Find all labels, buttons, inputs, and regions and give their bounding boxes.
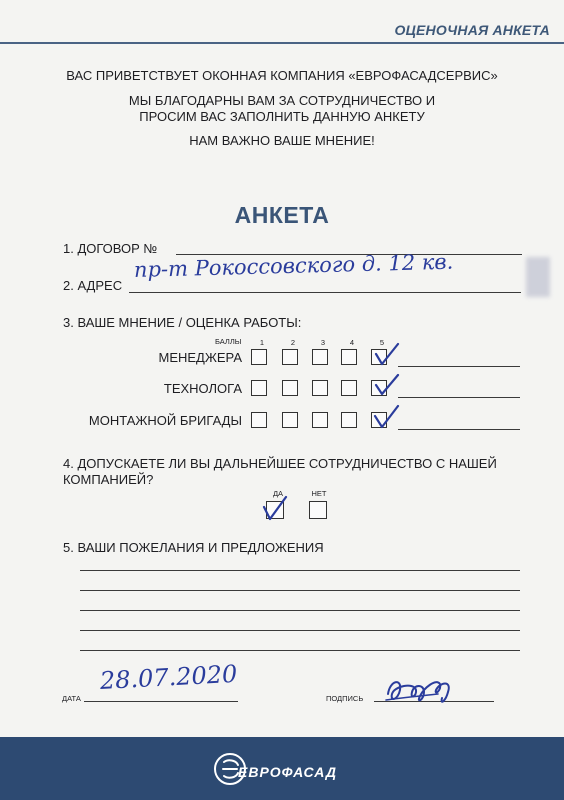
handwritten-signature-icon — [380, 672, 470, 708]
cooperation-question-line2: КОМПАНИЕЙ? — [63, 472, 154, 487]
score-scale-label: БАЛЛЫ — [215, 337, 242, 346]
cooperation-question-line1: 4. ДОПУСКАЕТЕ ЛИ ВЫ ДАЛЬНЕЙШЕЕ СОТРУДНИЧЕСТВО С НАШЕЙ — [63, 456, 497, 471]
address-label: 2. АДРЕС — [63, 278, 123, 293]
rating-row-label-technologist: ТЕХНОЛОГА — [163, 381, 242, 396]
manager-score-2-checkbox[interactable] — [282, 349, 298, 365]
manager-score-3-checkbox[interactable] — [312, 349, 328, 365]
manager-comment-line[interactable] — [398, 366, 520, 367]
score-header-3: 3 — [320, 338, 326, 347]
installers-score-3-checkbox[interactable] — [312, 412, 328, 428]
form-title: АНКЕТА — [234, 202, 330, 228]
no-label: НЕТ — [311, 489, 327, 498]
technologist-score-5-checkmark-icon — [372, 370, 402, 398]
suggestions-line-2[interactable] — [80, 590, 520, 591]
installers-score-4-checkbox[interactable] — [341, 412, 357, 428]
score-header-2: 2 — [290, 338, 296, 347]
no-checkbox[interactable] — [309, 501, 327, 519]
footer-band — [0, 737, 564, 800]
score-header-1: 1 — [259, 338, 265, 347]
yes-checkmark-icon — [258, 494, 290, 524]
header-divider — [0, 42, 564, 44]
rating-label: 3. ВАШЕ МНЕНИЕ / ОЦЕНКА РАБОТЫ: — [63, 315, 302, 330]
technologist-score-1-checkbox[interactable] — [251, 380, 267, 396]
form-header-title: ОЦЕНОЧНАЯ АНКЕТА — [394, 22, 550, 38]
rating-row-label-installers: МОНТАЖНОЙ БРИГАДЫ — [88, 413, 242, 428]
technologist-comment-line[interactable] — [398, 397, 520, 398]
date-label: ДАТА — [62, 694, 81, 703]
installers-score-2-checkbox[interactable] — [282, 412, 298, 428]
company-logo-text: ЕВРОФАСАД — [238, 764, 337, 780]
redacted-area — [526, 257, 550, 297]
score-header-4: 4 — [349, 338, 355, 347]
signature-label: ПОДПИСЬ — [326, 694, 364, 703]
installers-comment-line[interactable] — [398, 429, 520, 430]
address-field-line — [129, 292, 521, 293]
manager-score-4-checkbox[interactable] — [341, 349, 357, 365]
intro-opinion: НАМ ВАЖНО ВАШЕ МНЕНИЕ! — [189, 133, 375, 148]
suggestions-line-5[interactable] — [80, 650, 520, 651]
installers-score-1-checkbox[interactable] — [251, 412, 267, 428]
suggestions-line-3[interactable] — [80, 610, 520, 611]
manager-score-5-checkmark-icon — [372, 340, 402, 368]
score-header-5: 5 — [379, 338, 385, 347]
installers-score-5-checkmark-icon — [370, 401, 402, 431]
manager-score-1-checkbox[interactable] — [251, 349, 267, 365]
technologist-score-4-checkbox[interactable] — [341, 380, 357, 396]
intro-thanks-line2: ПРОСИМ ВАС ЗАПОЛНИТЬ ДАННУЮ АНКЕТУ — [139, 109, 425, 124]
date-field-line — [84, 701, 238, 702]
suggestions-line-1[interactable] — [80, 570, 520, 571]
contract-label: 1. ДОГОВОР № — [63, 241, 158, 256]
technologist-score-2-checkbox[interactable] — [282, 380, 298, 396]
date-field[interactable]: 28.07.2020 — [99, 659, 238, 695]
intro-greeting: ВАС ПРИВЕТСТВУЕТ ОКОННАЯ КОМПАНИЯ «ЕВРОФАСАДСЕРВИС» — [66, 68, 498, 83]
intro-thanks-line1: МЫ БЛАГОДАРНЫ ВАМ ЗА СОТРУДНИЧЕСТВО И — [128, 93, 436, 108]
yes-label: ДА — [272, 489, 284, 498]
technologist-score-3-checkbox[interactable] — [312, 380, 328, 396]
suggestions-label: 5. ВАШИ ПОЖЕЛАНИЯ И ПРЕДЛОЖЕНИЯ — [63, 540, 324, 555]
rating-row-label-manager: МЕНЕДЖЕРА — [158, 350, 242, 365]
address-field[interactable]: пр-т Рокоссовского д. 12 кв. — [133, 249, 454, 282]
suggestions-line-4[interactable] — [80, 630, 520, 631]
